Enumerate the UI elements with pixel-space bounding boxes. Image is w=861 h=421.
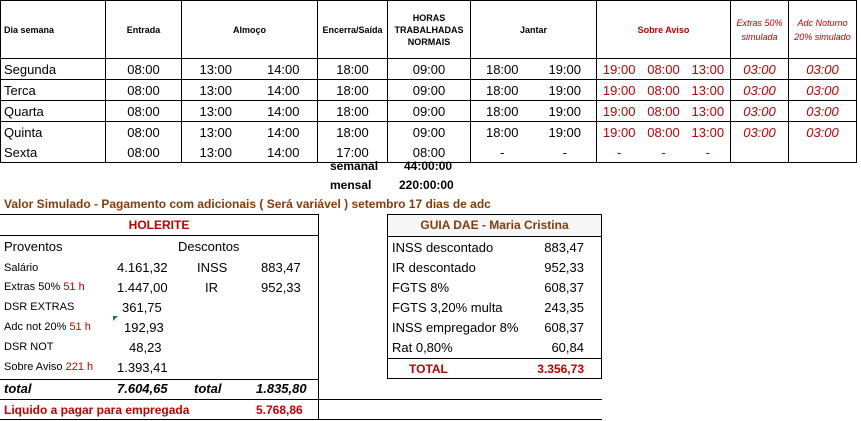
guia-row-value: 608,37: [544, 280, 584, 295]
row-entrada: 08:00: [127, 144, 160, 160]
liquido-top-border: [0, 399, 602, 400]
row-extras: 03:00: [743, 82, 776, 98]
row-sobre-aviso-2: 08:00: [647, 124, 680, 140]
liquido-value: 5.768,86: [256, 403, 303, 417]
row-sobre-aviso-3: 13:00: [691, 61, 725, 77]
total-descontos-label: total: [194, 381, 222, 396]
row-jantar-fim: 19:00: [548, 61, 582, 77]
provento-hours: 221 h: [65, 361, 94, 373]
provento-value: 1.447,00: [117, 280, 168, 295]
row-horas: 09:00: [412, 124, 446, 140]
header-dia-semana: Dia semana: [1, 1, 106, 59]
provento-label: Extras 50% 51 h: [4, 281, 85, 293]
provento-value: 361,75: [122, 300, 162, 315]
row-sobre-aviso-2: -: [661, 144, 666, 160]
row-horas: 08:00: [412, 144, 446, 160]
total-proventos-value: 7.604,65: [117, 381, 168, 396]
row-almoco-inicio: 13:00: [199, 124, 233, 140]
guia-row-value: 952,33: [544, 260, 584, 275]
guia-row: [388, 238, 601, 258]
row-horas: 09:00: [412, 103, 446, 119]
guia-row: [388, 318, 601, 338]
provento-label: Salário: [4, 262, 39, 274]
row-sobre-aviso-1: 19:00: [602, 82, 636, 98]
guia-row-label: FGTS 3,20% multa: [392, 300, 503, 315]
row-saida: 18:00: [336, 61, 369, 77]
guia-row-value: 608,37: [544, 320, 584, 335]
table-row: [1, 80, 857, 101]
row-dia: Sexta: [4, 144, 38, 160]
row-almoco-inicio: 13:00: [199, 61, 233, 77]
table-row: [1, 101, 857, 122]
row-sobre-aviso-2: 08:00: [647, 82, 680, 98]
row-entrada: 08:00: [127, 124, 160, 140]
guia-row-label: IR descontado: [392, 260, 476, 275]
row-dia: Quinta: [4, 124, 43, 140]
row-adc-noturno: 03:00: [806, 124, 839, 140]
row-sobre-aviso-3: -: [705, 144, 710, 160]
row-dia: Terca: [4, 82, 36, 98]
table-row: [1, 122, 857, 143]
guia-total-label: TOTAL: [409, 362, 448, 376]
row-sobre-aviso-3: 13:00: [691, 82, 725, 98]
row-jantar-inicio: 18:00: [485, 61, 519, 77]
header-adc-noturno: Adc Noturno 20% simulado: [789, 1, 857, 59]
row-almoco-fim: 14:00: [266, 103, 300, 119]
holerite-divider: [0, 379, 318, 380]
guia-row-label: INSS descontado: [392, 240, 494, 255]
row-entrada: 08:00: [127, 103, 160, 119]
row-sobre-aviso-1: -: [616, 144, 622, 160]
row-horas: 09:00: [412, 82, 446, 98]
row-dia: Quarta: [4, 103, 44, 119]
provento-value: 192,93: [124, 320, 164, 335]
liquido-label: Liquido a pagar para empregada: [4, 403, 190, 417]
provento-label: DSR EXTRAS: [4, 301, 75, 313]
row-sobre-aviso-1: 19:00: [602, 61, 636, 77]
row-jantar-fim: 19:00: [548, 82, 582, 98]
row-extras: 03:00: [743, 103, 776, 119]
header-encerra-saida: Encerra/Saída: [318, 1, 388, 59]
desconto-value: 952,33: [261, 280, 301, 295]
guia-row: [388, 298, 601, 318]
row-sobre-aviso-2: 08:00: [647, 61, 680, 77]
row-almoco-fim: 14:00: [266, 61, 300, 77]
desconto-label: INSS: [197, 260, 228, 275]
provento-value: 48,23: [129, 340, 162, 355]
desconto-label: IR: [205, 280, 218, 295]
provento-value: 1.393,41: [117, 360, 168, 375]
guia-row-label: Rat 0,80%: [392, 340, 453, 355]
guia-total-row: [388, 358, 601, 379]
table-row: [1, 59, 857, 80]
guia-total-value: 3.356,73: [537, 362, 584, 376]
holerite-title: HOLERITE: [0, 214, 318, 236]
header-entrada: Entrada: [106, 1, 182, 59]
row-adc-noturno: 03:00: [806, 82, 839, 98]
semanal-value: 44:00:00: [404, 159, 453, 173]
semanal-label: semanal: [330, 159, 379, 173]
guia-row-label: FGTS 8%: [392, 280, 450, 295]
row-extras: 03:00: [743, 124, 776, 140]
row-entrada: 08:00: [127, 82, 160, 98]
row-jantar-inicio: 18:00: [485, 103, 519, 119]
provento-label: Adc not 20% 51 h: [4, 321, 91, 333]
header-almoco: Almoço: [182, 1, 318, 59]
row-jantar-inicio: 18:00: [485, 82, 519, 98]
guia-dae-panel: [387, 214, 602, 379]
row-jantar-fim: -: [562, 144, 567, 160]
row-horas: 09:00: [412, 61, 446, 77]
comment-marker-icon: [113, 316, 118, 321]
row-jantar-fim: 19:00: [548, 103, 582, 119]
guia-row-value: 883,47: [544, 240, 584, 255]
proventos-label: Proventos: [4, 239, 63, 254]
row-jantar-inicio: 18:00: [485, 124, 519, 140]
guia-row: [388, 258, 601, 278]
descontos-label: Descontos: [178, 239, 240, 254]
row-entrada: 08:00: [127, 61, 160, 77]
guia-row-label: INSS empregador 8%: [392, 320, 519, 335]
row-saida: 18:00: [336, 103, 369, 119]
total-descontos-value: 1.835,80: [256, 381, 307, 396]
row-jantar-inicio: -: [500, 144, 505, 160]
row-saida: 17:00: [336, 144, 369, 160]
row-almoco-fim: 14:00: [266, 124, 300, 140]
guia-row: [388, 278, 601, 298]
row-dia: Segunda: [4, 61, 57, 77]
row-sobre-aviso-2: 08:00: [647, 103, 680, 119]
guia-dae-title: GUIA DAE - Maria Cristina: [388, 215, 601, 237]
total-proventos-label: total: [4, 381, 32, 396]
header-jantar: Jantar: [471, 1, 597, 59]
header-extras: Extras 50% simulada: [731, 1, 789, 59]
row-saida: 18:00: [336, 124, 369, 140]
desconto-value: 883,47: [261, 260, 301, 275]
header-sobre-aviso: Sobre Aviso: [597, 1, 731, 59]
row-saida: 18:00: [336, 82, 369, 98]
guia-row-value: 60,84: [551, 340, 584, 355]
provento-value: 4.161,32: [117, 260, 168, 275]
row-almoco-inicio: 13:00: [199, 144, 233, 160]
row-adc-noturno: 03:00: [806, 103, 839, 119]
simulation-title: Valor Simulado - Pagamento com adicionais ( Será variável ) setembro 17 dias de adc: [4, 197, 491, 211]
guia-row-value: 243,35: [544, 300, 584, 315]
row-sobre-aviso-3: 13:00: [691, 103, 725, 119]
row-sobre-aviso-1: 19:00: [602, 103, 636, 119]
row-jantar-fim: 19:00: [548, 124, 582, 140]
row-adc-noturno: 03:00: [806, 61, 839, 77]
mensal-value: 220:00:00: [399, 178, 454, 192]
liquido-bottom-border: [0, 419, 602, 420]
provento-hours: 51 h: [63, 281, 85, 293]
schedule-header-row: [1, 1, 857, 59]
header-horas-trabalhadas: HORAS TRABALHADAS NORMAIS: [388, 1, 471, 59]
row-almoco-inicio: 13:00: [199, 103, 233, 119]
row-almoco-inicio: 13:00: [199, 82, 233, 98]
provento-label: Sobre Aviso 221 h: [4, 361, 94, 373]
provento-hours: 51 h: [69, 321, 91, 333]
row-extras: 03:00: [743, 61, 776, 77]
row-sobre-aviso-3: 13:00: [691, 124, 725, 140]
row-almoco-fim: 14:00: [266, 144, 300, 160]
schedule-table: [0, 0, 857, 163]
row-almoco-fim: 14:00: [266, 82, 300, 98]
mensal-label: mensal: [330, 178, 372, 192]
provento-label: DSR NOT: [4, 341, 54, 353]
row-sobre-aviso-1: 19:00: [602, 124, 636, 140]
guia-row: [388, 338, 601, 358]
